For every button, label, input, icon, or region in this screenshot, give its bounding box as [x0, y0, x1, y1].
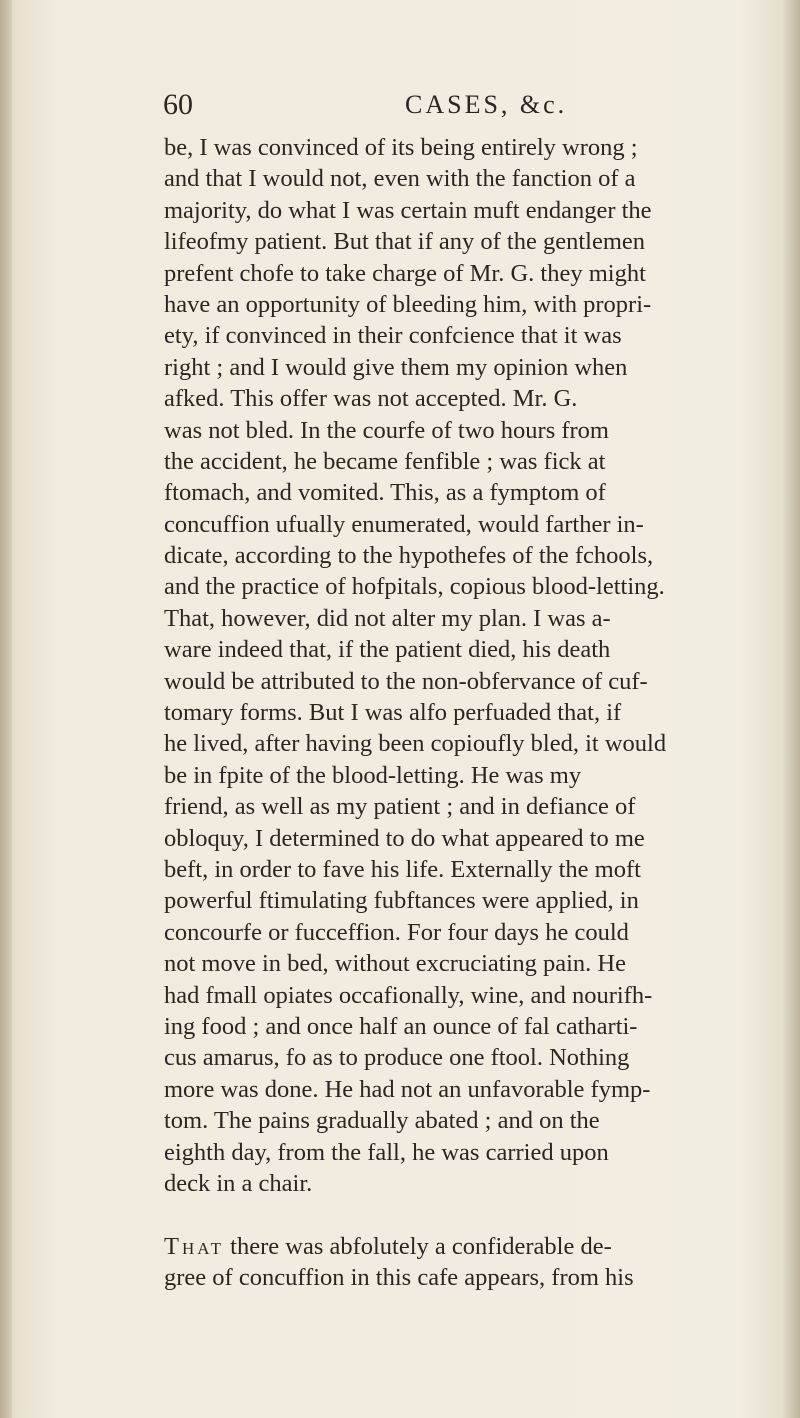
paragraph-lead-word: That	[164, 1232, 225, 1260]
text-line: concourfe or fucceffion. For four days he could	[164, 918, 629, 946]
text-line: and the practice of hofpitals, copious blood-letting.	[164, 573, 665, 601]
text-line: lifeofmy patient. But that if any of the gentlemen	[164, 228, 646, 256]
text-line: cus amarus, fo as to produce one ftool. Nothing	[164, 1044, 630, 1072]
page-header	[163, 88, 673, 128]
text-line: deck in a chair.	[164, 1169, 313, 1197]
text-line: afked. This offer was not accepted. Mr. G.	[164, 385, 578, 413]
text-line: be, I was convinced of its being entirely wrong ;	[164, 134, 638, 161]
paragraph-gap	[164, 1199, 684, 1230]
text-line: powerful ftimulating fubftances were applied, in	[164, 887, 639, 915]
page-gutter	[0, 0, 12, 1418]
text-line: beft, in order to fave his life. Externally the moft	[164, 855, 641, 883]
text-line: and that I would not, even with the fanction of a	[164, 165, 636, 193]
text-line: concuffion ufually enumerated, would farther in-	[164, 510, 644, 538]
body-text	[164, 132, 684, 1293]
page-number: 60	[163, 88, 193, 121]
text-line: he lived, after having been copioufly bled, it would	[164, 730, 667, 758]
text-line	[164, 1231, 684, 1262]
text-line: right ; and I would give them my opinion when	[164, 353, 628, 381]
text-line: tomary forms. But I was alfo perfuaded that, if	[164, 699, 622, 727]
text-line: obloquy, I determined to do what appeared to me	[164, 824, 645, 852]
text-line: ftomach, and vomited. This, as a fymptom of	[164, 479, 606, 507]
paragraph-2	[164, 1231, 684, 1294]
running-head: CASES, &c.	[405, 90, 568, 119]
text-line: friend, as well as my patient ; and in defiance of	[164, 793, 636, 821]
text-line: the accident, he became fenfible ; was fick at	[164, 447, 606, 475]
text-line: ety, if convinced in their confcience that it was	[164, 322, 622, 350]
text-line: have an opportunity of bleeding him, with propri-	[164, 290, 652, 318]
text-line: would be attributed to the non-obfervance of cuf-	[164, 667, 648, 695]
text-line: gree of concuffion in this cafe appears, from his	[164, 1264, 634, 1292]
text-line-rest: there was abfolutely a confiderable de-	[224, 1232, 612, 1260]
text-line: eighth day, from the fall, he was carried upon	[164, 1138, 609, 1166]
text-line: ware indeed that, if the patient died, his death	[164, 636, 611, 664]
page-edge-shadow	[782, 0, 800, 1418]
text-line: be in fpite of the blood-letting. He was my	[164, 761, 582, 789]
text-line: had fmall opiates occafionally, wine, and nourifh-	[164, 981, 653, 1009]
text-line: majority, do what I was certain muft endanger the	[164, 196, 652, 224]
text-line: ing food ; and once half an ounce of fal catharti-	[164, 1012, 638, 1040]
text-line: That, however, did not alter my plan. I was a-	[164, 604, 611, 632]
text-line: more was done. He had not an unfavorable fymp-	[164, 1075, 651, 1103]
text-line: dicate, according to the hypothefes of the fchools,	[164, 542, 654, 570]
text-line: prefent chofe to take charge of Mr. G. they might	[164, 259, 646, 287]
paragraph-1	[164, 132, 684, 1199]
text-line: not move in bed, without excruciating pain. He	[164, 950, 626, 978]
text-line: was not bled. In the courfe of two hours from	[164, 416, 609, 444]
text-line: tom. The pains gradually abated ; and on the	[164, 1107, 600, 1135]
